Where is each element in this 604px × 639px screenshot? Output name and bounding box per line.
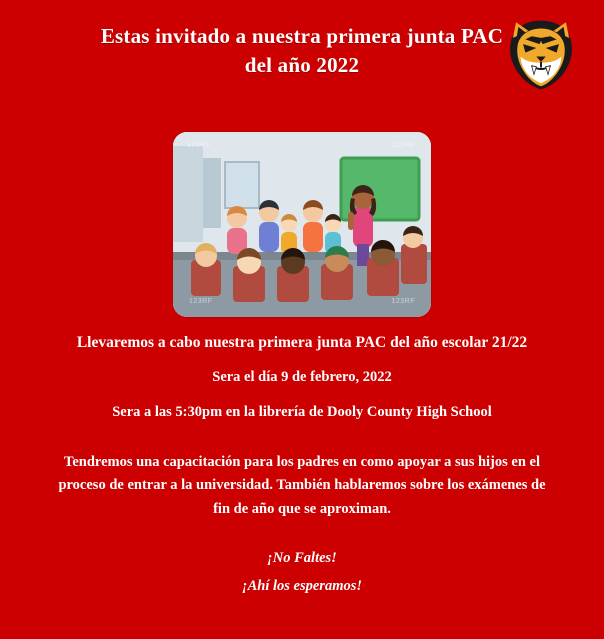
closing-line-1: ¡No Faltes! — [267, 550, 337, 567]
description-paragraph: Tendremos una capacitación para los padres en como apoyar a sus hijos en el proceso de entrar a la universidad. También hablaremos sobre los exámenes de fin de año que se aproximan. — [58, 453, 546, 517]
wildcat-mascot-logo-icon — [502, 16, 580, 94]
detail-line-purpose: Llevaremos a cabo nuestra primera junta PAC del año escolar 21/22 — [76, 334, 528, 351]
closing-line-2: ¡Ahí los esperamos! — [241, 577, 363, 594]
meeting-illustration — [173, 132, 431, 317]
detail-line-date: Sera el día 9 de febrero, 2022 — [212, 369, 392, 386]
flyer-header — [0, 0, 604, 118]
watermark: 123RF — [391, 142, 415, 149]
details-block — [0, 333, 604, 421]
watermark: 123RF — [391, 298, 415, 305]
watermark: 123RF — [189, 298, 213, 305]
detail-line-time-location: Sera a las 5:30pm en la librería de Dooly County High School — [112, 403, 492, 420]
page-title: Estas invitado a nuestra primera junta PAC del año 2022 — [100, 24, 504, 77]
watermark: 123RF — [187, 142, 211, 149]
closing-block — [0, 545, 604, 600]
